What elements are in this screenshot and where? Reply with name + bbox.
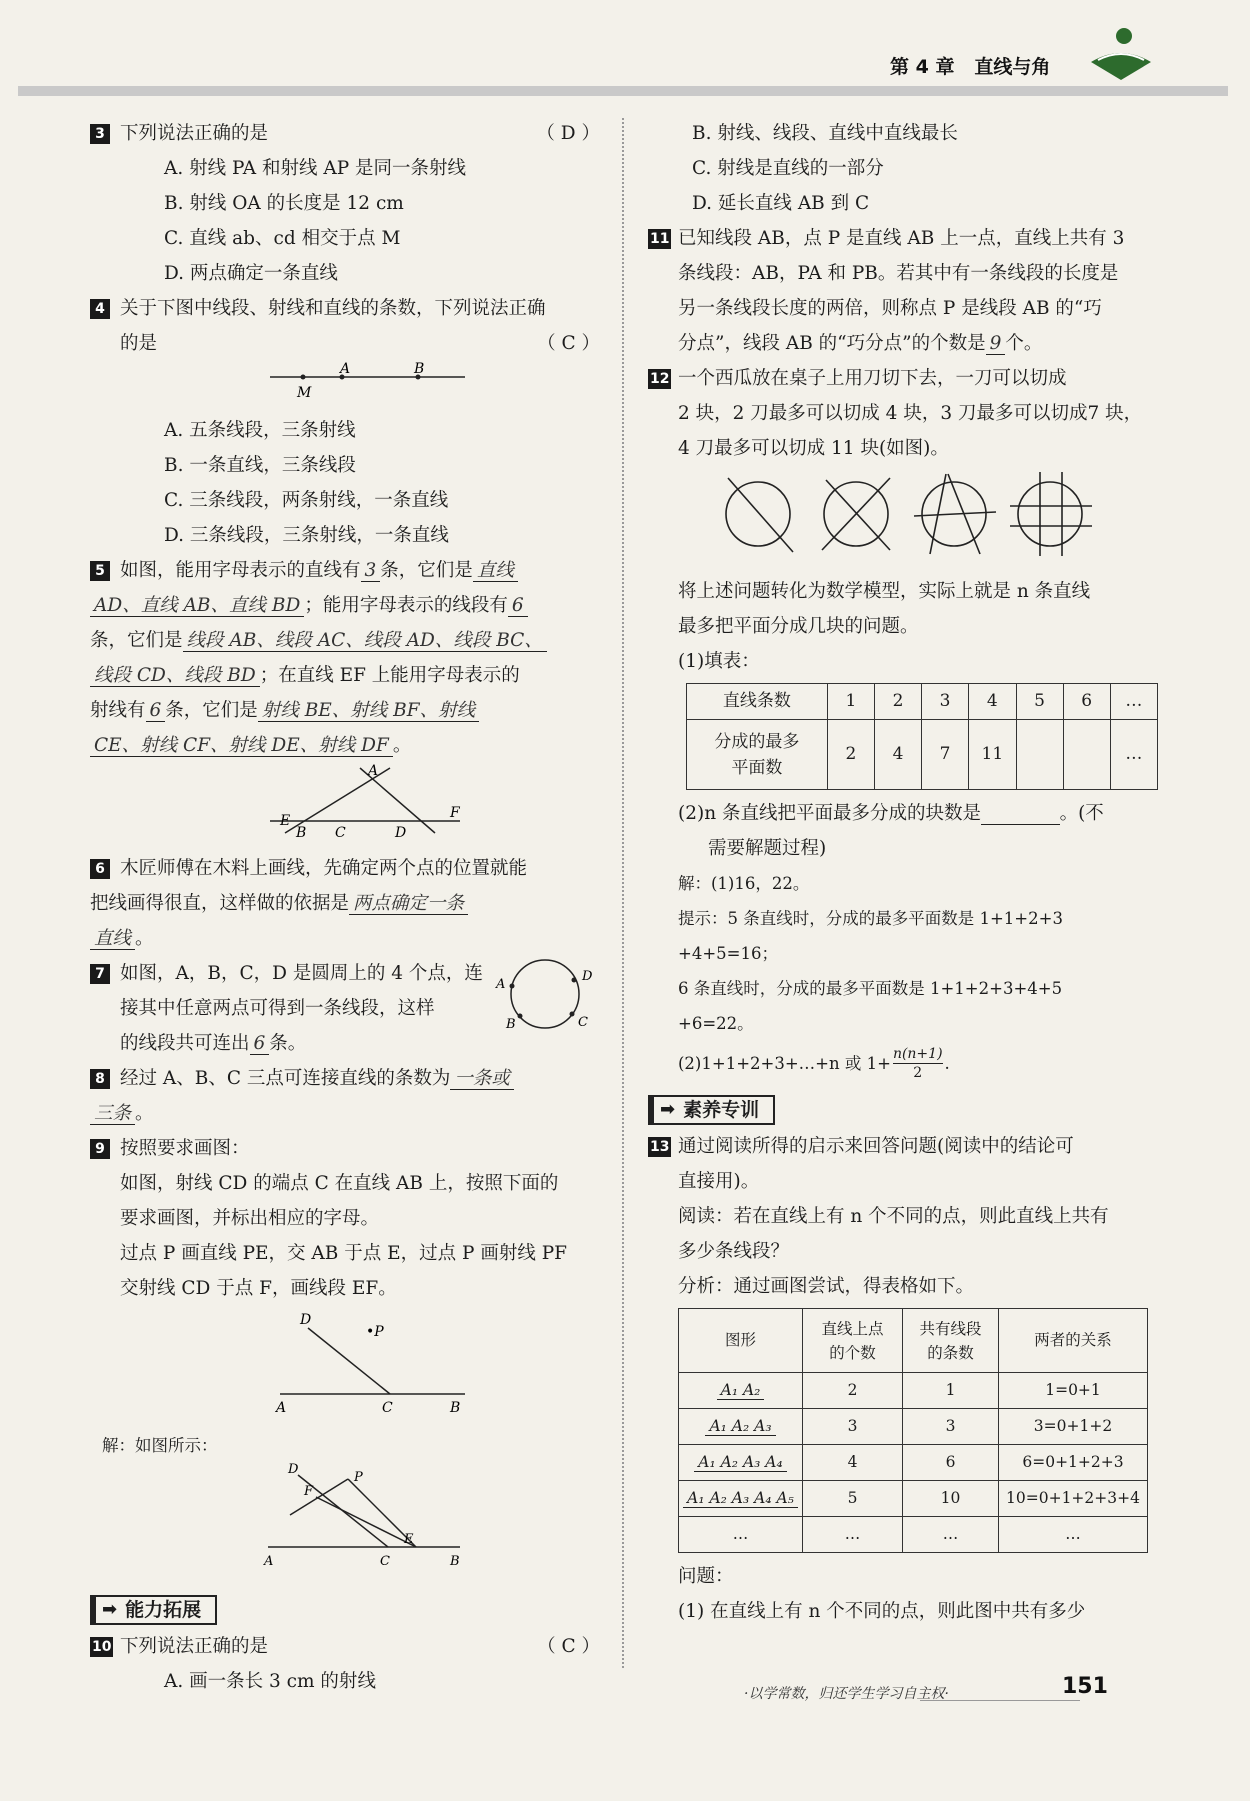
text: 分析：通过画图尝试，得表格如下。 bbox=[678, 1276, 975, 1297]
blank-answer: 两点确定一条 bbox=[349, 893, 468, 915]
text: 条。 bbox=[269, 1033, 307, 1054]
point-figure: A₁ A₂ A₃ A₄ A₅ bbox=[683, 1489, 798, 1508]
table-cell bbox=[903, 1309, 999, 1373]
footer-slogan: ·以学常数，归还学生学习自主权· bbox=[744, 1686, 949, 1702]
table-cell: 10 bbox=[903, 1481, 999, 1517]
point-figure: A₁ A₂ A₃ bbox=[705, 1417, 775, 1436]
point-label-f: F bbox=[304, 1484, 314, 1499]
table-cell bbox=[679, 1445, 803, 1481]
text: 阅读：若在直线上有 n 个不同的点，则此直线上共有 bbox=[678, 1206, 1109, 1227]
question-number: 12 bbox=[650, 371, 670, 387]
question-3 bbox=[90, 116, 600, 291]
question-stem: 关于下图中线段、射线和直线的条数，下列说法正确 bbox=[120, 298, 546, 319]
blank-answer: 直线 bbox=[90, 928, 135, 950]
table-cell: 3 bbox=[903, 1409, 999, 1445]
solution-text: 6 条直线时，分成的最多平面数是 1+1+2+3+4+5 bbox=[678, 979, 1063, 998]
point-label-c: C bbox=[382, 1400, 393, 1416]
text: 个。 bbox=[1005, 333, 1043, 354]
fraction-denominator: 2 bbox=[913, 1064, 923, 1081]
table-cell bbox=[687, 720, 828, 790]
question-stem: 下列说法正确的是 bbox=[120, 123, 269, 144]
table-cell bbox=[679, 1481, 803, 1517]
text: 直线上点 bbox=[821, 1319, 884, 1338]
table-cell: 2 bbox=[803, 1373, 903, 1409]
option: A. 画一条长 3 cm 的射线 bbox=[164, 1671, 376, 1692]
footer-line bbox=[920, 1700, 1080, 1701]
text: 过点 P 画直线 PE，交 AB 于点 E，过点 P 画射线 PF bbox=[120, 1243, 568, 1264]
text: 条，它们是 bbox=[90, 630, 183, 651]
solution-text: 提示：5 条直线时，分成的最多平面数是 1+1+2+3 bbox=[678, 909, 1063, 928]
text: 一个西瓜放在桌子上用刀切下去，一刀可以切成 bbox=[678, 368, 1067, 389]
blank-answer: 3 bbox=[361, 560, 381, 582]
text: 需要解题过程) bbox=[708, 838, 827, 859]
right-column bbox=[648, 116, 1158, 1629]
table-cell: 1=0+1 bbox=[999, 1373, 1148, 1409]
option: C. 射线是直线的一部分 bbox=[692, 158, 884, 179]
column-divider bbox=[622, 118, 624, 1668]
chapter-title: 直线与角 bbox=[974, 56, 1051, 78]
table-cell: 4 bbox=[803, 1445, 903, 1481]
text: 的线段共可连出 bbox=[120, 1033, 250, 1054]
circle-figure bbox=[490, 954, 600, 1034]
text: 分点”，线段 AB 的“巧分点”的个数是 bbox=[678, 333, 986, 354]
text: ；能用字母表示的线段有 bbox=[304, 595, 508, 616]
text: (2)n 条直线把平面最多分成的块数是 bbox=[678, 803, 982, 824]
point-label-m: M bbox=[297, 385, 312, 401]
blank-answer: 6 bbox=[508, 595, 528, 617]
left-column bbox=[90, 116, 600, 1699]
question-number: 4 bbox=[90, 299, 110, 319]
point-label-b: B bbox=[506, 1017, 516, 1032]
table-cell bbox=[679, 1373, 803, 1409]
question-7 bbox=[90, 956, 600, 1061]
option: D. 三条线段，三条射线，一条直线 bbox=[164, 525, 449, 546]
question-number: 6 bbox=[90, 859, 110, 879]
table-cell: 图形 bbox=[679, 1309, 803, 1373]
table-cell: 11 bbox=[969, 720, 1016, 790]
question-stem: 下列说法正确的是 bbox=[120, 1636, 269, 1657]
blank-answer: 6 bbox=[146, 700, 166, 722]
text: 把线画得很直，这样做的依据是 bbox=[90, 893, 350, 914]
option: D. 两点确定一条直线 bbox=[164, 263, 338, 284]
table-cell bbox=[803, 1309, 903, 1373]
point-label-p: •P bbox=[366, 1324, 384, 1340]
table-cell: … bbox=[999, 1517, 1148, 1553]
question-13 bbox=[648, 1129, 1158, 1629]
table-cell: 3 bbox=[922, 684, 969, 720]
text: 将上述问题转化为数学模型，实际上就是 n 条直线 bbox=[678, 581, 1091, 602]
text: 的条数 bbox=[927, 1343, 974, 1362]
text: 如图，能用字母表示的直线有 bbox=[120, 560, 361, 581]
table-cell: … bbox=[803, 1517, 903, 1553]
table-row bbox=[679, 1309, 1148, 1373]
option: B. 射线 OA 的长度是 12 cm bbox=[164, 193, 404, 214]
blank-answer: 射线 BE、射线 BF、射线 bbox=[258, 700, 479, 722]
table-cell: … bbox=[903, 1517, 999, 1553]
text: 木匠师傅在木料上画线，先确定两个点的位置就能 bbox=[120, 858, 528, 879]
question-number: 8 bbox=[90, 1069, 110, 1089]
text: 平面数 bbox=[731, 757, 783, 778]
table-cell: 两者的关系 bbox=[999, 1309, 1148, 1373]
text: 条线段：AB，PA 和 PB。若其中有一条线段的长度是 bbox=[678, 263, 1119, 284]
question-4 bbox=[90, 291, 600, 553]
section-heading-literacy bbox=[648, 1095, 775, 1125]
text: 接其中任意两点可得到一条线段，这样 bbox=[120, 998, 435, 1019]
table-row bbox=[679, 1517, 1148, 1553]
option: B. 射线、线段、直线中直线最长 bbox=[692, 123, 958, 144]
point-label-d: D bbox=[395, 825, 407, 839]
blank-answer: 9 bbox=[986, 333, 1006, 355]
table-cell: 6=0+1+2+3 bbox=[999, 1445, 1148, 1481]
chapter-label: 第 4 章 bbox=[890, 56, 955, 78]
question-number: 10 bbox=[92, 1639, 112, 1655]
fraction-numerator: n(n+1) bbox=[892, 1045, 943, 1062]
section-title: 能力拓展 bbox=[125, 1599, 202, 1621]
option: C. 三条线段，两条射线，一条直线 bbox=[164, 490, 449, 511]
table-cell: 2 bbox=[827, 720, 874, 790]
text: 已知线段 AB，点 P 是直线 AB 上一点，直线上共有 3 bbox=[678, 228, 1125, 249]
question-number: 3 bbox=[90, 124, 110, 144]
table-row bbox=[679, 1445, 1148, 1481]
text: 最多把平面分成几块的问题。 bbox=[678, 616, 919, 637]
text: 如图，A，B，C，D 是圆周上的 4 个点，连 bbox=[120, 963, 483, 984]
segments-table bbox=[678, 1308, 1148, 1553]
question-5 bbox=[90, 553, 600, 851]
header-title bbox=[890, 52, 1050, 79]
table-cell: 10=0+1+2+3+4 bbox=[999, 1481, 1148, 1517]
table-cell: 4 bbox=[969, 684, 1016, 720]
watermelon-cuts-figure bbox=[678, 466, 1138, 562]
ray-figure bbox=[120, 1306, 600, 1416]
point-label-a: A bbox=[276, 1400, 287, 1416]
table-cell: … bbox=[1110, 684, 1157, 720]
blank-answer: 6 bbox=[250, 1033, 270, 1055]
book-logo-icon bbox=[1086, 22, 1156, 82]
table-cell: 5 bbox=[803, 1481, 903, 1517]
table-row bbox=[679, 1373, 1148, 1409]
table-row bbox=[687, 684, 1158, 720]
text: 4 刀最多可以切成 11 块(如图)。 bbox=[678, 438, 949, 459]
point-label-c: C bbox=[335, 825, 346, 839]
option: D. 延长直线 AB 到 C bbox=[692, 193, 870, 214]
solution-text: +6=22。 bbox=[678, 1014, 754, 1033]
text: 的个数 bbox=[829, 1343, 876, 1362]
blank bbox=[981, 803, 1060, 825]
text: 按照要求画图： bbox=[120, 1138, 250, 1159]
question-stem: 的是 bbox=[120, 333, 158, 354]
text: 条，它们是 bbox=[380, 560, 473, 581]
text: 。 bbox=[135, 928, 154, 949]
table-row bbox=[679, 1409, 1148, 1445]
arrow-icon: ➡ bbox=[660, 1099, 676, 1120]
table-cell: 直线条数 bbox=[687, 684, 828, 720]
text: . bbox=[944, 1053, 950, 1073]
text: (1)填表： bbox=[678, 651, 760, 672]
table-cell bbox=[1016, 720, 1063, 790]
question-number: 13 bbox=[650, 1139, 670, 1155]
text: 分成的最多 bbox=[714, 731, 800, 752]
point-label-p: P bbox=[354, 1470, 363, 1485]
text: 2 块，2 刀最多可以切成 4 块，3 刀最多可以切成7 块， bbox=[678, 403, 1143, 424]
table-cell: 5 bbox=[1016, 684, 1063, 720]
solution-text: 解：(1)16，22。 bbox=[678, 874, 810, 893]
question-11 bbox=[648, 221, 1158, 361]
option: A. 五条线段，三条射线 bbox=[164, 420, 356, 441]
text: 射线有 bbox=[90, 700, 146, 721]
text: 条，它们是 bbox=[165, 700, 258, 721]
answer: （ C ） bbox=[537, 1636, 600, 1657]
text: ；在直线 EF 上能用字母表示的 bbox=[259, 665, 520, 686]
point-label-a: A bbox=[368, 763, 379, 779]
table-cell: 7 bbox=[922, 720, 969, 790]
solution-text: +4+5=16； bbox=[678, 944, 778, 963]
blank-answer: 一条或 bbox=[450, 1068, 514, 1090]
blank-answer: 线段 CD、线段 BD bbox=[90, 665, 260, 687]
option: B. 一条直线，三条线段 bbox=[164, 455, 356, 476]
solution-figure bbox=[120, 1463, 600, 1573]
text: 交射线 CD 于点 F，画线段 EF。 bbox=[120, 1278, 397, 1299]
header-bar bbox=[18, 86, 1228, 96]
point-label-d: D bbox=[582, 969, 593, 984]
point-figure: A₁ A₂ A₃ A₄ bbox=[694, 1453, 786, 1472]
regions-table bbox=[686, 683, 1158, 790]
point-label-c: C bbox=[380, 1554, 390, 1569]
blank-answer: CE、射线 CF、射线 DE、射线 DF bbox=[90, 735, 393, 757]
section-heading-ability bbox=[90, 1595, 217, 1625]
point-label-e: E bbox=[404, 1532, 414, 1547]
question-12 bbox=[648, 361, 1158, 1085]
line-figure bbox=[120, 361, 600, 401]
table-row bbox=[687, 720, 1158, 790]
question-number: 7 bbox=[90, 964, 110, 984]
point-figure: A₁ A₂ bbox=[717, 1381, 765, 1400]
section-title: 素养专训 bbox=[683, 1099, 760, 1121]
table-cell: … bbox=[1110, 720, 1157, 790]
table-cell: 2 bbox=[874, 684, 921, 720]
table-cell bbox=[679, 1409, 803, 1445]
question-number: 11 bbox=[650, 231, 670, 247]
solution-label: 解：如图所示： bbox=[102, 1436, 218, 1455]
text: 直接用)。 bbox=[678, 1171, 760, 1192]
question-8 bbox=[90, 1061, 600, 1131]
point-label-c: C bbox=[578, 1015, 588, 1030]
table-cell: 6 bbox=[1063, 684, 1110, 720]
text: 要求画图，并标出相应的字母。 bbox=[120, 1208, 380, 1229]
text: 问题： bbox=[678, 1566, 734, 1587]
point-label-b: B bbox=[450, 1400, 461, 1416]
point-label-a: A bbox=[264, 1554, 274, 1569]
blank-answer: AD、直线 AB、直线 BD bbox=[90, 595, 304, 617]
fraction bbox=[893, 1045, 943, 1082]
point-label-d: D bbox=[300, 1312, 312, 1328]
option: A. 射线 PA 和射线 AP 是同一条射线 bbox=[164, 158, 467, 179]
question-6 bbox=[90, 851, 600, 956]
table-row bbox=[679, 1481, 1148, 1517]
option: C. 直线 ab、cd 相交于点 M bbox=[164, 228, 401, 249]
text: 共有线段 bbox=[919, 1319, 982, 1338]
table-cell bbox=[1063, 720, 1110, 790]
table-cell: 3 bbox=[803, 1409, 903, 1445]
question-9 bbox=[90, 1131, 600, 1585]
text: 多少条线段？ bbox=[678, 1241, 790, 1262]
table-cell: 1 bbox=[903, 1373, 999, 1409]
text: (1) 在直线上有 n 个不同的点，则此图中共有多少 bbox=[678, 1601, 1086, 1622]
point-label-f: F bbox=[450, 805, 460, 821]
table-cell: … bbox=[679, 1517, 803, 1553]
answer: （ D ） bbox=[536, 123, 600, 144]
point-label-b: B bbox=[296, 825, 307, 839]
table-cell: 1 bbox=[827, 684, 874, 720]
question-10 bbox=[90, 1629, 600, 1699]
point-label-a: A bbox=[496, 977, 506, 992]
text: 另一条线段长度的两倍，则称点 P 是线段 AB 的“巧 bbox=[678, 298, 1102, 319]
text: 。 bbox=[135, 1103, 154, 1124]
text: 经过 A、B、C 三点可连接直线的条数为 bbox=[120, 1068, 451, 1089]
question-number: 9 bbox=[90, 1139, 110, 1159]
text: (2)1+1+2+3+…+n 或 1+ bbox=[678, 1053, 891, 1073]
table-cell: 4 bbox=[874, 720, 921, 790]
point-label-d: D bbox=[288, 1463, 299, 1477]
blank-answer: 三条 bbox=[90, 1103, 135, 1125]
point-label-e: E bbox=[280, 813, 291, 829]
question-number: 5 bbox=[90, 561, 110, 581]
point-label-a: A bbox=[340, 361, 351, 377]
text: 。 bbox=[392, 735, 412, 756]
solution-formula bbox=[678, 1041, 1158, 1085]
text: 通过阅读所得的启示来回答问题(阅读中的结论可 bbox=[678, 1136, 1074, 1157]
blank-answer: 线段 AB、线段 AC、线段 AD、线段 BC、 bbox=[183, 630, 547, 652]
point-label-b: B bbox=[414, 361, 425, 377]
answer: （ C ） bbox=[537, 333, 600, 354]
blank-answer: 直线 bbox=[473, 560, 518, 582]
table-cell: 6 bbox=[903, 1445, 999, 1481]
point-label-b: B bbox=[450, 1554, 460, 1569]
arrow-icon: ➡ bbox=[102, 1599, 118, 1620]
page-number: 151 bbox=[1062, 1674, 1108, 1699]
lines-figure bbox=[120, 763, 600, 839]
table-cell: 3=0+1+2 bbox=[999, 1409, 1148, 1445]
text: 。(不 bbox=[1059, 803, 1104, 824]
text: 如图，射线 CD 的端点 C 在直线 AB 上，按照下面的 bbox=[120, 1173, 559, 1194]
